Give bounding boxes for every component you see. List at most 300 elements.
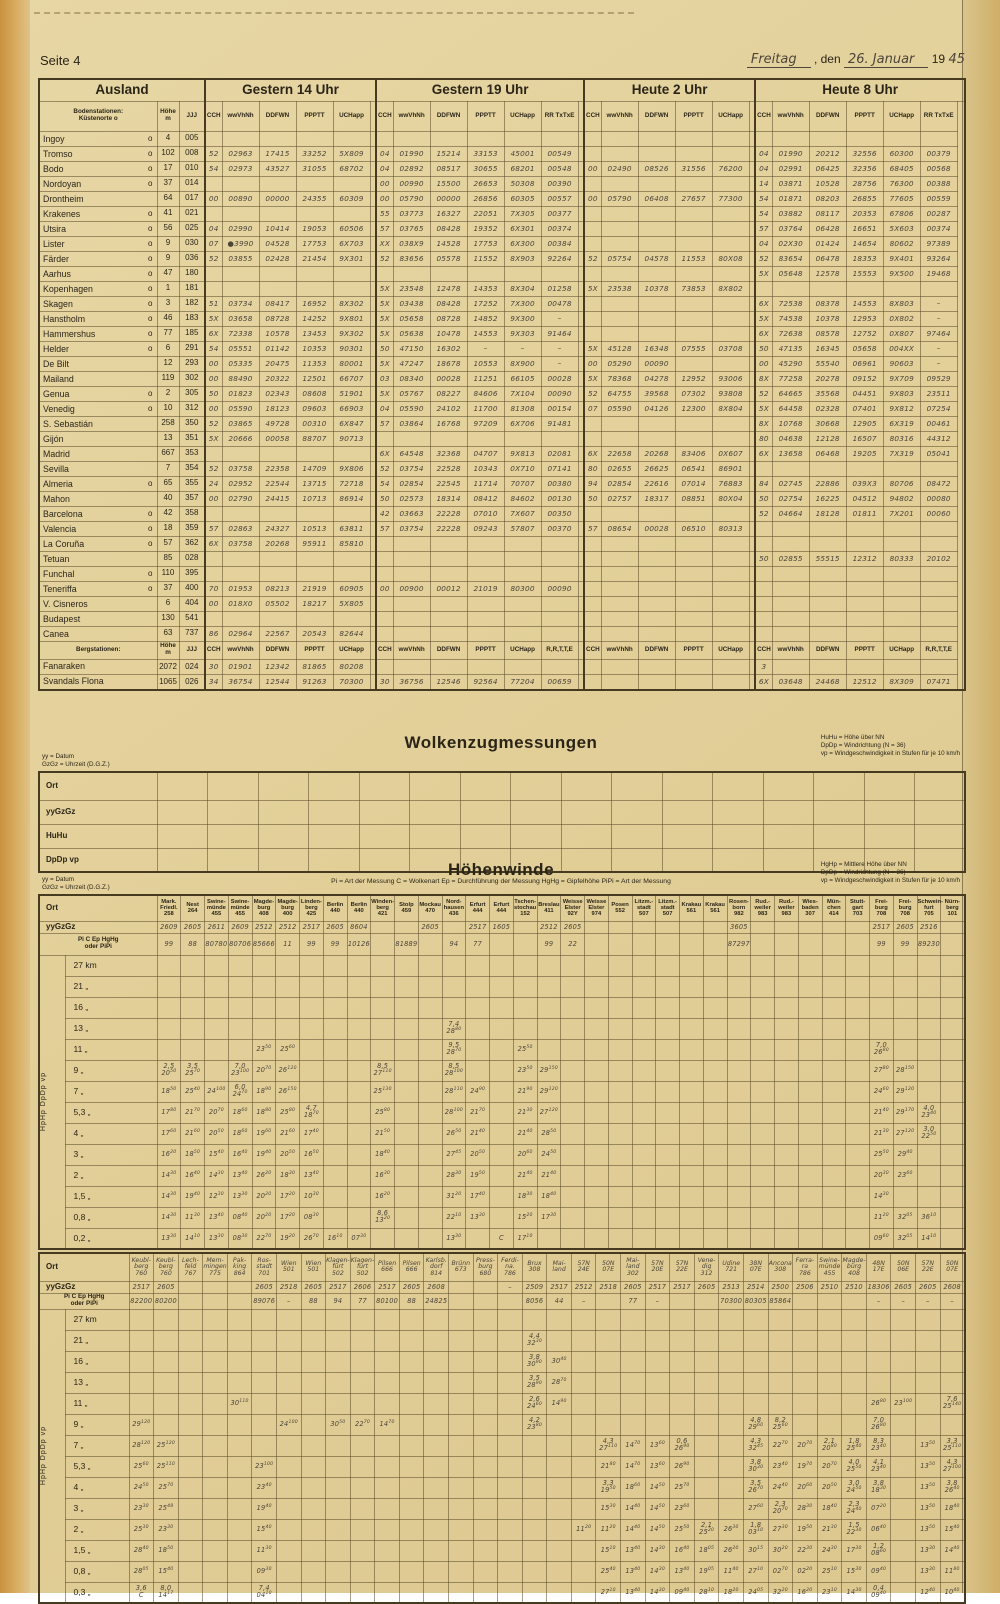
obs-value [846, 281, 883, 296]
wind-value: $17^{40}$ [466, 1186, 490, 1207]
wind-value [941, 1123, 965, 1144]
obs-value [601, 236, 638, 251]
wind-value [547, 1477, 572, 1498]
wind-value [347, 1186, 371, 1207]
wind-station-header: Pak- king 864 [227, 1253, 252, 1281]
obs-value: 31055 [296, 161, 333, 176]
obs-value: 50 [205, 386, 222, 401]
wind-station-header: Berlin 440 [347, 895, 371, 921]
wind-value [375, 1330, 400, 1351]
wind-value: $20^{60}$ [793, 1477, 818, 1498]
wind-value [203, 1540, 228, 1561]
obs-value: 08203 [809, 191, 846, 206]
wind-value [252, 955, 276, 976]
wind-value [751, 1081, 775, 1102]
obs-value: 13453 [296, 326, 333, 341]
obs-value: 08526 [638, 161, 675, 176]
obs-value: 04 [755, 146, 772, 161]
wind-value [743, 1330, 768, 1351]
wind-value: $24^{50}$ [129, 1477, 154, 1498]
empty-cell [612, 772, 663, 800]
station-height: 1 [157, 281, 179, 296]
obs-value: 01871 [772, 191, 809, 206]
wind-value [632, 1165, 656, 1186]
obs-value: 06428 [809, 221, 846, 236]
obs-value [601, 596, 638, 611]
wind-value [768, 1351, 793, 1372]
obs-value: 00 [205, 356, 222, 371]
wind-value [547, 1519, 572, 1540]
empty-cell [561, 772, 612, 800]
station-height: 6 [157, 341, 179, 356]
wind-value: $15^{30}$ [842, 1561, 867, 1582]
obs-value: 90713 [333, 431, 370, 446]
pi-value: – [891, 1293, 916, 1309]
station-row [39, 626, 965, 641]
obs-value: 02854 [601, 476, 638, 491]
obs-value: 20102 [920, 551, 957, 566]
wind-value [751, 1060, 775, 1081]
obs-value: 19352 [467, 221, 504, 236]
obs-value: 66105 [504, 371, 541, 386]
obs-value [430, 626, 467, 641]
wind-value [323, 955, 347, 976]
wind-height-row [39, 1519, 965, 1540]
wind-value: 4,0 $23^{40}$ [917, 1102, 941, 1123]
wind-value: $14^{30}$ [645, 1540, 670, 1561]
wind-value [399, 1351, 424, 1372]
wind-value [547, 1561, 572, 1582]
wind-value: $32^{05}$ [893, 1228, 917, 1249]
obs-value [638, 536, 675, 551]
obs-value: 08378 [809, 296, 846, 311]
wind-value [252, 1372, 277, 1393]
wind-value [300, 1039, 324, 1060]
wind-value [498, 1582, 523, 1603]
wind-value [449, 1561, 474, 1582]
wind-station-header: 57N 22E [670, 1253, 695, 1281]
wind-value [608, 997, 632, 1018]
obs-value [772, 461, 809, 476]
wind-value [350, 1456, 375, 1477]
wind-value: $25^{60}$ [129, 1456, 154, 1477]
wind-value [178, 1414, 203, 1435]
wind-station-header: Magde- burg 408 [252, 895, 276, 921]
wind-value [941, 1186, 965, 1207]
station-row [39, 371, 965, 386]
yy-value [656, 921, 680, 933]
obs-value: 00287 [920, 206, 957, 221]
obs-value: 20666 [222, 431, 259, 446]
obs-value: 47150 [393, 341, 430, 356]
wind-value [846, 1228, 870, 1249]
obs-value [638, 326, 675, 341]
wind-value [399, 1456, 424, 1477]
wind-value [822, 1165, 846, 1186]
obs-value [638, 611, 675, 626]
wind-station-header: Lech- feld 767 [178, 1253, 203, 1281]
wind-value [775, 1039, 799, 1060]
wind-value: $08^{30}$ [300, 1207, 324, 1228]
wind-value [670, 1372, 695, 1393]
obs-value: 45290 [772, 356, 809, 371]
wind-value [375, 1456, 400, 1477]
wind-value [743, 1309, 768, 1330]
wind-value [350, 1435, 375, 1456]
station-number: 180 [179, 266, 205, 281]
station-height: 12 [157, 356, 179, 371]
obs-value [601, 506, 638, 521]
page-number: Seite 4 [40, 53, 81, 68]
obs-value: 02991 [772, 161, 809, 176]
wind-height-row [39, 1102, 965, 1123]
obs-value [712, 296, 749, 311]
obs-value: 24355 [296, 191, 333, 206]
obs-value [601, 675, 638, 691]
obs-value: 84 [755, 476, 772, 491]
wind-value: $09^{40}$ [670, 1582, 695, 1603]
wind-value [608, 1102, 632, 1123]
wind-value [371, 997, 395, 1018]
wind-value [399, 1435, 424, 1456]
wind-value: $18^{40}$ [371, 1144, 395, 1165]
obs-value: – [920, 341, 957, 356]
obs-value: 00 [376, 581, 393, 596]
obs-value: 14709 [296, 461, 333, 476]
obs-value: 08417 [259, 296, 296, 311]
obs-value [712, 566, 749, 581]
wind-station-header: Rud.- weiler 983 [751, 895, 775, 921]
wind-value [798, 955, 822, 976]
wind-value [846, 1102, 870, 1123]
wind-value: 2,1 $25^{20}$ [694, 1519, 719, 1540]
obs-value: 03658 [222, 311, 259, 326]
station-height: 56 [157, 221, 179, 236]
wind-value: $25^{10}$ [817, 1561, 842, 1582]
pi-value: 81889 [395, 933, 419, 955]
wind-value [399, 1477, 424, 1498]
wind-value: $13^{60}$ [645, 1456, 670, 1477]
wind-value [941, 1102, 965, 1123]
wind-value [571, 1582, 596, 1603]
wind-station-header: 57N 24E [571, 1253, 596, 1281]
obs-value [333, 206, 370, 221]
obs-value [638, 566, 675, 581]
pi-value [203, 1293, 228, 1309]
wind-value [418, 1018, 442, 1039]
wind-value [547, 1582, 572, 1603]
wind-value [621, 1330, 646, 1351]
obs-value: 9X301 [333, 251, 370, 266]
obs-value [920, 521, 957, 536]
obs-value [846, 596, 883, 611]
wind-value: 2,3 $24^{40}$ [842, 1498, 867, 1519]
pi-value [596, 1293, 621, 1309]
height-label: 5,3 „ [65, 1456, 129, 1477]
obs-value: 05041 [920, 446, 957, 461]
obs-value [376, 131, 393, 146]
wind-value: $28^{40}$ [129, 1540, 154, 1561]
wind-height-row [39, 1330, 965, 1351]
wind-value: 2,3 $20^{70}$ [768, 1498, 793, 1519]
obs-value [376, 626, 393, 641]
wind-value [301, 1519, 326, 1540]
obs-value: 92264 [541, 251, 578, 266]
wind-station-header: Nürn- berg 101 [941, 895, 965, 921]
obs-value: 6X301 [504, 221, 541, 236]
wind-value [490, 1102, 514, 1123]
obs-value: 93264 [920, 251, 957, 266]
wind-value [154, 1309, 179, 1330]
code-column-label: wwVhNh [601, 641, 638, 659]
wind-value: $14^{30}$ [205, 1165, 229, 1186]
wind-height-row [39, 1540, 965, 1561]
wind-value [537, 955, 561, 976]
obs-value: 04 [755, 236, 772, 251]
obs-value: 80316 [883, 431, 920, 446]
wind-value [326, 1561, 351, 1582]
yy-value: 2517 [466, 921, 490, 933]
station-height: 40 [157, 491, 179, 506]
wind-value [727, 1207, 751, 1228]
wind-value [466, 1039, 490, 1060]
obs-value: 01990 [772, 146, 809, 161]
obs-value [638, 596, 675, 611]
station-number: 358 [179, 506, 205, 521]
hphp-dpdp-vp-label: HpHp DpDp vp [40, 1072, 47, 1132]
station-name: Bodo o [39, 161, 157, 176]
obs-value [712, 311, 749, 326]
obs-value [675, 581, 712, 596]
obs-value [376, 266, 393, 281]
obs-value [601, 131, 638, 146]
wind-value: $24^{100}$ [276, 1414, 301, 1435]
wind-value [442, 997, 466, 1018]
wind-value [870, 997, 894, 1018]
obs-value: 32368 [430, 446, 467, 461]
wind-station-header: Linden- berg 425 [300, 895, 324, 921]
station-name: Drontheim [39, 191, 157, 206]
wind-value [775, 955, 799, 976]
wind-value [893, 1186, 917, 1207]
wind-value [670, 1351, 695, 1372]
wind-value [608, 1039, 632, 1060]
obs-value: 39568 [638, 386, 675, 401]
wind-value [442, 976, 466, 997]
wind-value: $17^{10}$ [513, 1228, 537, 1249]
pi-value [694, 1293, 719, 1309]
wind-station-header: Mem- mingen 775 [203, 1253, 228, 1281]
obs-value: 80X04 [712, 491, 749, 506]
wind-station-header: Erfurt 444 [490, 895, 514, 921]
obs-value [584, 551, 601, 566]
station-number: 305 [179, 386, 205, 401]
obs-value [809, 131, 846, 146]
wind-value: $13^{30}$ [205, 1228, 229, 1249]
obs-value [584, 659, 601, 675]
obs-value: 10378 [809, 311, 846, 326]
wind-height-row [39, 1561, 965, 1582]
station-row [39, 461, 965, 476]
empty-cell [511, 800, 562, 824]
wind-value [371, 1228, 395, 1249]
obs-value: 12312 [846, 551, 883, 566]
wind-station-header: Pilsen 666 [399, 1253, 424, 1281]
obs-value [712, 596, 749, 611]
wind-value [751, 1102, 775, 1123]
obs-value [675, 566, 712, 581]
weekday-handwritten: Freitag [747, 52, 811, 68]
yy-value [941, 921, 965, 933]
coast-marker: o [148, 208, 153, 218]
code-column-label: wwVhNh [393, 101, 430, 131]
obs-value: 02757 [601, 491, 638, 506]
obs-value: 44312 [920, 431, 957, 446]
wind-value [418, 1123, 442, 1144]
obs-value [846, 566, 883, 581]
wind-value [395, 1228, 419, 1249]
wind-value [793, 1351, 818, 1372]
page-right-edge [962, 0, 1000, 1593]
wind-value [656, 1207, 680, 1228]
obs-value [541, 611, 578, 626]
wind-value: $18^{40}$ [817, 1498, 842, 1519]
yy-value: 2611 [205, 921, 229, 933]
wind-value [941, 1081, 965, 1102]
wind-value: $25^{60}$ [276, 1039, 300, 1060]
obs-value: 00012 [430, 581, 467, 596]
wind-value [571, 1393, 596, 1414]
height-label: 27 km [65, 955, 157, 976]
wind-value [561, 1039, 585, 1060]
obs-value: 9X812 [883, 401, 920, 416]
wind-value [205, 1060, 229, 1081]
obs-value [675, 206, 712, 221]
obs-value: 57 [376, 416, 393, 431]
obs-value [638, 131, 675, 146]
wind-value: $27^{45}$ [442, 1144, 466, 1165]
obs-value: 05335 [222, 356, 259, 371]
obs-value [504, 431, 541, 446]
obs-value: 11251 [467, 371, 504, 386]
yy-value: 2510 [817, 1281, 842, 1293]
obs-value: 16952 [296, 296, 333, 311]
wind-value [498, 1498, 523, 1519]
obs-value: 00 [376, 176, 393, 191]
empty-cell [258, 824, 309, 848]
obs-value: 91464 [541, 326, 578, 341]
yy-value [227, 1281, 252, 1293]
wind-value: $20^{30}$ [870, 1165, 894, 1186]
wind-value: 7,0 $26^{80}$ [866, 1414, 891, 1435]
wind-value [743, 1393, 768, 1414]
obs-value [846, 461, 883, 476]
ort-label: Ort [39, 1253, 129, 1281]
wind-value [846, 1039, 870, 1060]
station-name: Kopenhagen o [39, 281, 157, 296]
yy-value: 2605 [252, 1281, 277, 1293]
obs-value: 02573 [393, 491, 430, 506]
wind-station-header: Ancona 308 [768, 1253, 793, 1281]
wind-height-row [39, 1414, 965, 1435]
code-column-label: UCHapp [333, 101, 370, 131]
obs-value: 04 [755, 161, 772, 176]
wind-station-header: Brux 308 [522, 1253, 547, 1281]
obs-value [601, 206, 638, 221]
wind-value [498, 1519, 523, 1540]
legend-gzgz: GzGz = Uhrzeit (D.G.Z.) [42, 761, 110, 769]
wind-value: $16^{20}$ [793, 1582, 818, 1603]
height-label: 21 „ [65, 976, 157, 997]
wind-value: $18^{90}$ [252, 1081, 276, 1102]
wind-value: $23^{50}$ [252, 1039, 276, 1060]
obs-value [504, 596, 541, 611]
wind-station-header: Mün- chen 414 [822, 895, 846, 921]
obs-value: 94 [584, 476, 601, 491]
wind-value: $21^{70}$ [466, 1102, 490, 1123]
hoehenwinde-subtitle: Pi = Art der Messung C = Wolkenart Ep = Durchführung der Messung HgHg = Gipfelhöhe PiPi = Art der Messung [331, 878, 671, 885]
wind-value [798, 1060, 822, 1081]
wind-value [442, 955, 466, 976]
empty-cell [359, 800, 410, 824]
obs-value: 22358 [259, 461, 296, 476]
wind-value [680, 1228, 704, 1249]
obs-value: 00090 [638, 356, 675, 371]
yy-value [371, 921, 395, 933]
obs-value: 21919 [296, 581, 333, 596]
obs-value: 9X401 [883, 251, 920, 266]
obs-value [675, 596, 712, 611]
obs-value [333, 506, 370, 521]
obs-value [601, 659, 638, 675]
wind-station-header: Magde- burg 400 [276, 895, 300, 921]
wind-value [656, 1165, 680, 1186]
obs-value: 6X847 [333, 416, 370, 431]
obs-value [675, 296, 712, 311]
obs-value [675, 311, 712, 326]
obs-value [601, 311, 638, 326]
wind-height-row [39, 1372, 965, 1393]
wind-value [941, 1207, 965, 1228]
wind-value: 7,4 $04^{10}$ [252, 1582, 277, 1603]
empty-cell [864, 800, 915, 824]
wind-value: 4,8 $29^{60}$ [743, 1414, 768, 1435]
wind-value [347, 1081, 371, 1102]
wind-value [399, 1414, 424, 1435]
wind-height-row [39, 997, 965, 1018]
obs-value: 80001 [333, 356, 370, 371]
wind-value [656, 997, 680, 1018]
obs-value [675, 659, 712, 675]
pi-label: Pi C Ep HgHg oder PiPi [39, 1293, 129, 1309]
wind-value [703, 1102, 727, 1123]
wind-value [347, 976, 371, 997]
yy-value: 2518 [276, 1281, 301, 1293]
obs-value [584, 146, 601, 161]
obs-value: 9X500 [883, 266, 920, 281]
obs-value: 6X [755, 446, 772, 461]
coast-marker: o [148, 568, 153, 578]
yy-value: 2605 [621, 1281, 646, 1293]
station-name: S. Sebastián [39, 416, 157, 431]
wind-value [395, 1018, 419, 1039]
wind-value: $29^{170}$ [893, 1102, 917, 1123]
pi-value [632, 933, 656, 955]
wind-value [252, 1330, 277, 1351]
wind-value [424, 1393, 449, 1414]
wind-value [817, 1393, 842, 1414]
legend-huhu: HuHu = Höhe über NN [820, 734, 885, 741]
